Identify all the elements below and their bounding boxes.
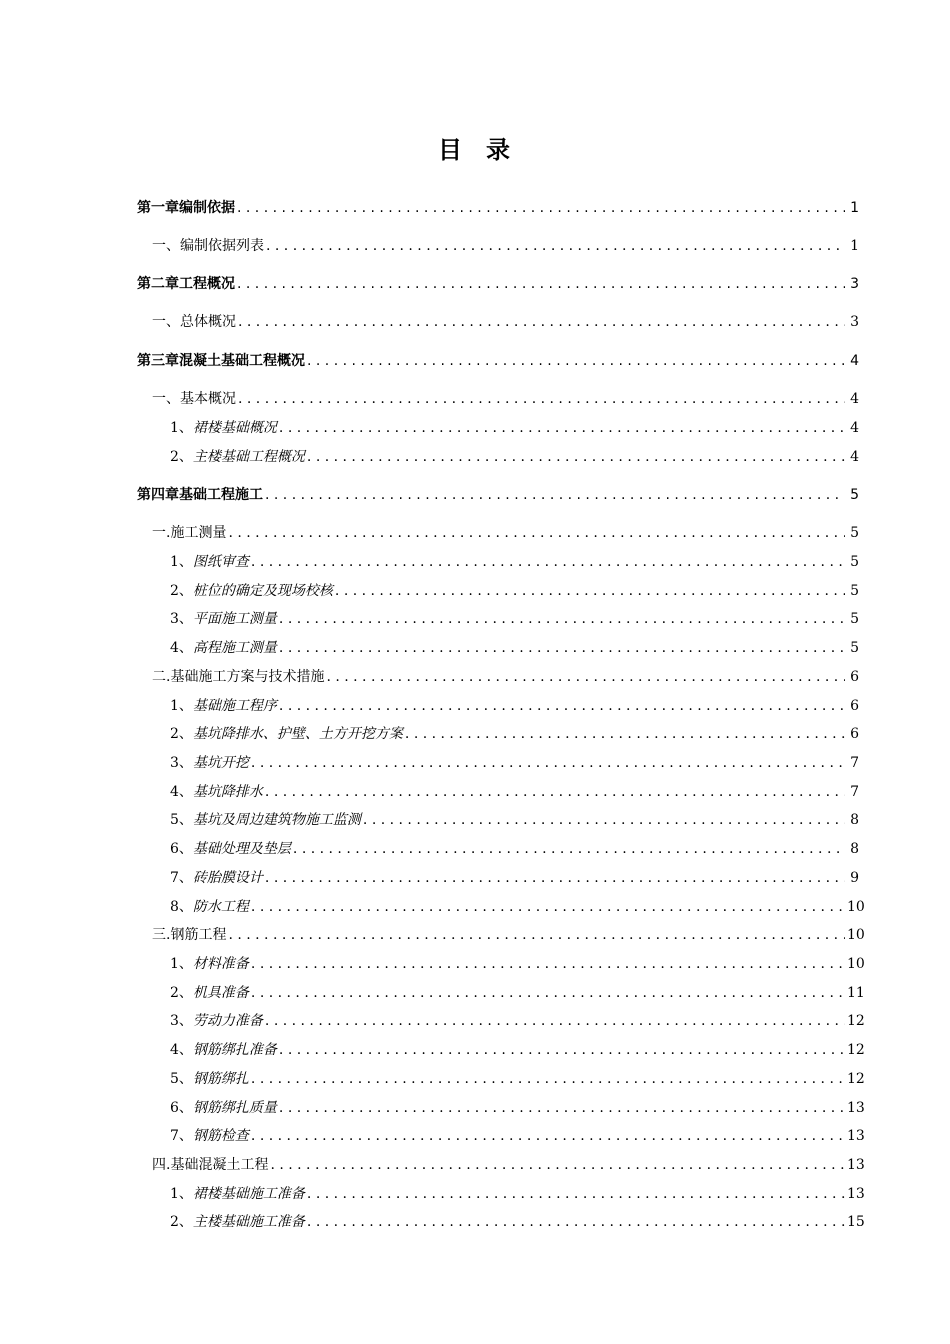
toc-entry-page-number: 6	[850, 726, 859, 742]
toc-entry-page-number: 10	[847, 927, 865, 943]
toc-entry[interactable]	[170, 783, 859, 801]
toc-entry-number: 5、	[170, 812, 193, 828]
toc-entry-page-number: 6	[850, 698, 859, 714]
toc-entry-page-number: 13	[847, 1128, 865, 1144]
dot-leader	[279, 639, 845, 657]
toc-entry-title: 防水工程	[192, 899, 249, 915]
toc-entry-page-number: 6	[850, 669, 859, 685]
toc-entry-title: 裙楼基础概况	[192, 420, 277, 436]
toc-entry[interactable]	[170, 448, 859, 466]
dot-leader	[237, 275, 845, 293]
toc-entry[interactable]	[170, 811, 859, 829]
toc-entry-page-number: 5	[850, 640, 859, 656]
toc-entry-number: 1、	[170, 956, 193, 972]
toc-entry-number: 一、	[152, 391, 180, 407]
dot-leader	[251, 898, 845, 916]
toc-entry[interactable]	[170, 754, 859, 772]
toc-entry[interactable]	[170, 553, 859, 571]
toc-entry-number: 7、	[170, 870, 193, 886]
toc-entry-title: 基础工程施工	[179, 487, 263, 503]
toc-entry[interactable]	[152, 926, 865, 944]
toc-entry-title: 施工测量	[170, 525, 227, 541]
toc-entry[interactable]	[170, 1012, 865, 1030]
toc-entry-page-number: 13	[847, 1186, 865, 1202]
toc-entry[interactable]	[170, 1099, 865, 1117]
toc-entry-title: 编制依据	[179, 200, 235, 216]
toc-entry[interactable]	[152, 390, 859, 408]
toc-entry-number: 1、	[170, 554, 193, 570]
toc-entry[interactable]	[137, 486, 859, 504]
toc-entry[interactable]	[170, 1127, 865, 1145]
dot-leader	[270, 1156, 845, 1174]
toc-entry-page-number: 1	[850, 238, 859, 254]
toc-entry-title: 劳动力准备	[192, 1013, 263, 1029]
dot-leader	[265, 783, 845, 801]
toc-entry-number: 6、	[170, 841, 193, 857]
toc-entry-page-number: 15	[847, 1214, 865, 1230]
toc-entry-page-number: 10	[847, 956, 865, 972]
dot-leader	[237, 199, 845, 217]
toc-entry-number: 1、	[170, 420, 193, 436]
toc-entry-page-number: 12	[847, 1071, 865, 1087]
toc-entry-number: 二.	[152, 669, 171, 685]
toc-entry[interactable]	[170, 840, 859, 858]
toc-entry-title: 平面施工测量	[192, 611, 277, 627]
toc-entry-number: 3、	[170, 611, 193, 627]
toc-entry[interactable]	[170, 984, 865, 1002]
toc-entry[interactable]	[170, 697, 859, 715]
toc-entry[interactable]	[170, 869, 859, 887]
dot-leader	[228, 926, 845, 944]
toc-entry-number: 2、	[170, 449, 193, 465]
toc-entry-page-number: 1	[850, 200, 859, 216]
toc-entry-title: 总体概况	[180, 314, 236, 330]
toc-entry-title: 基础混凝土工程	[170, 1157, 269, 1173]
toc-title-char-1: 目	[438, 136, 464, 164]
toc-entry[interactable]	[170, 582, 859, 600]
toc-entry[interactable]	[170, 1070, 865, 1088]
toc-entry[interactable]	[152, 1156, 865, 1174]
toc-entry-number: 三.	[152, 927, 171, 943]
dot-leader	[279, 697, 845, 715]
toc-entry-title: 基础施工程序	[192, 698, 277, 714]
dot-leader	[293, 840, 845, 858]
toc-entry-title: 工程概况	[179, 276, 235, 292]
toc-entry-number: 6、	[170, 1100, 193, 1116]
toc-entry-page-number: 5	[850, 525, 859, 541]
toc-entry-page-number: 5	[850, 487, 859, 503]
dot-leader	[335, 582, 845, 600]
toc-entry[interactable]	[170, 955, 865, 973]
toc-entry-title: 图纸审查	[192, 554, 249, 570]
toc-entry-title: 基坑降排水、护壁、土方开挖方案	[192, 726, 403, 742]
dot-leader	[266, 237, 845, 255]
toc-entry-page-number: 12	[847, 1013, 865, 1029]
toc-entry-title: 机具准备	[192, 985, 249, 1001]
toc-entry-number: 3、	[170, 1013, 193, 1029]
toc-entry-number: 第三章	[137, 353, 179, 369]
dot-leader	[307, 448, 845, 466]
toc-entry-number: 四.	[152, 1157, 171, 1173]
toc-entry-title: 钢筋绑扎	[192, 1071, 249, 1087]
toc-entry-title: 钢筋工程	[170, 927, 227, 943]
toc-entry-number: 一.	[152, 525, 171, 541]
dot-leader	[326, 668, 845, 686]
toc-entry-number: 1、	[170, 1186, 193, 1202]
toc-entry-title: 砖胎膜设计	[192, 870, 263, 886]
toc-entry[interactable]	[170, 610, 859, 628]
toc-entry-page-number: 4	[850, 391, 859, 407]
toc-entry[interactable]	[170, 725, 859, 743]
toc-entry-number: 2、	[170, 985, 193, 1001]
toc-entry-page-number: 3	[850, 276, 859, 292]
toc-entry-page-number: 5	[850, 554, 859, 570]
toc-title-char-2: 录	[486, 136, 512, 164]
toc-entry-title: 桩位的确定及现场校核	[192, 583, 333, 599]
toc-entry-title: 高程施工测量	[192, 640, 277, 656]
toc-entry[interactable]	[152, 313, 859, 331]
toc-entry-number: 7、	[170, 1128, 193, 1144]
toc-entry[interactable]	[137, 199, 859, 217]
toc-entry[interactable]	[137, 352, 859, 370]
toc-entry-page-number: 10	[847, 899, 865, 915]
toc-entry-page-number: 13	[847, 1157, 865, 1173]
toc-entry[interactable]	[152, 237, 859, 255]
toc-entry-title: 基坑及周边建筑物施工监测	[192, 812, 361, 828]
toc-entry-number: 一、	[152, 314, 180, 330]
toc-entry-number: 第四章	[137, 487, 179, 503]
toc-entry-page-number: 4	[850, 420, 859, 436]
toc-entry-page-number: 4	[850, 353, 859, 369]
dot-leader	[251, 1127, 845, 1145]
toc-entry-page-number: 13	[847, 1100, 865, 1116]
toc-entry-title: 基坑开挖	[192, 755, 249, 771]
toc-entry-number: 4、	[170, 640, 193, 656]
toc-entry-page-number: 7	[850, 784, 859, 800]
toc-entry[interactable]	[170, 419, 859, 437]
dot-leader	[279, 419, 845, 437]
dot-leader	[405, 725, 845, 743]
toc-entry-title: 混凝土基础工程概况	[179, 353, 305, 369]
toc-entry-title: 钢筋绑扎准备	[192, 1042, 277, 1058]
dot-leader	[307, 1213, 845, 1231]
toc-entry-title: 基本概况	[180, 391, 236, 407]
dot-leader	[265, 1012, 845, 1030]
dot-leader	[251, 1070, 845, 1088]
toc-title	[0, 130, 950, 165]
toc-entry[interactable]	[170, 898, 865, 916]
dot-leader	[307, 1185, 845, 1203]
dot-leader	[279, 1041, 845, 1059]
toc-entry-number: 一、	[152, 238, 180, 254]
toc-entry-title: 基础处理及垫层	[192, 841, 291, 857]
toc-entry-title: 钢筋绑扎质量	[192, 1100, 277, 1116]
toc-entry-page-number: 8	[850, 812, 859, 828]
toc-entry-number: 8、	[170, 899, 193, 915]
toc-entry-title: 钢筋检查	[192, 1128, 249, 1144]
toc-entry-number: 5、	[170, 1071, 193, 1087]
toc-entry-page-number: 11	[847, 985, 865, 1001]
toc-entry[interactable]	[170, 1041, 865, 1059]
toc-entry-number: 2、	[170, 1214, 193, 1230]
toc-entry-page-number: 3	[850, 314, 859, 330]
dot-leader	[265, 486, 845, 504]
toc-entry-page-number: 8	[850, 841, 859, 857]
dot-leader	[228, 524, 845, 542]
toc-entry-number: 2、	[170, 583, 193, 599]
toc-entry-title: 裙楼基础施工准备	[192, 1186, 305, 1202]
toc-entry-number: 1、	[170, 698, 193, 714]
toc-entry-title: 主楼基础施工准备	[192, 1214, 305, 1230]
dot-leader	[251, 955, 845, 973]
dot-leader	[238, 313, 845, 331]
toc-entry-title: 材料准备	[192, 956, 249, 972]
dot-leader	[279, 1099, 845, 1117]
toc-entry[interactable]	[170, 1213, 865, 1231]
toc-entry-title: 主楼基础工程概况	[192, 449, 305, 465]
toc-entry-title: 编制依据列表	[180, 238, 264, 254]
dot-leader	[307, 352, 845, 370]
toc-entry[interactable]	[152, 524, 859, 542]
toc-entry-number: 3、	[170, 755, 193, 771]
toc-entry-number: 第二章	[137, 276, 179, 292]
toc-entry-page-number: 4	[850, 449, 859, 465]
toc-entry-page-number: 7	[850, 755, 859, 771]
toc-entry[interactable]	[170, 639, 859, 657]
toc-entry-title: 基础施工方案与技术措施	[170, 669, 325, 685]
dot-leader	[363, 811, 845, 829]
toc-entry[interactable]	[170, 1185, 865, 1203]
toc-entry-number: 2、	[170, 726, 193, 742]
toc-entry[interactable]	[137, 275, 859, 293]
toc-entry-number: 4、	[170, 784, 193, 800]
toc-entry-page-number: 5	[850, 583, 859, 599]
toc-entry-page-number: 9	[850, 870, 859, 886]
toc-entry-page-number: 12	[847, 1042, 865, 1058]
toc-entry[interactable]	[152, 668, 859, 686]
dot-leader	[279, 610, 845, 628]
toc-entry-number: 第一章	[137, 200, 179, 216]
dot-leader	[251, 553, 845, 571]
dot-leader	[251, 984, 845, 1002]
dot-leader	[265, 869, 845, 887]
toc-entry-page-number: 5	[850, 611, 859, 627]
dot-leader	[238, 390, 845, 408]
dot-leader	[251, 754, 845, 772]
toc-entry-number: 4、	[170, 1042, 193, 1058]
toc-entry-title: 基坑降排水	[192, 784, 263, 800]
